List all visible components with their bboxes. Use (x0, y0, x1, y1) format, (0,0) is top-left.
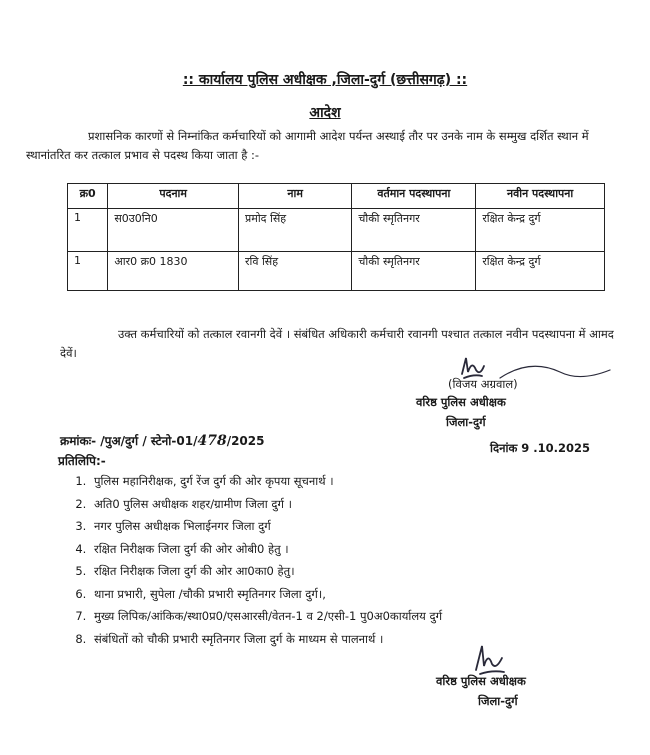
signatory-district: जिला-दुर्ग (446, 415, 486, 429)
copy-to-label: प्रतिलिपि:- (58, 454, 106, 468)
cell-serial: 1 (68, 252, 108, 291)
table-row (68, 209, 605, 252)
office-title: :: कार्यालय पुलिस अधीक्षक ,जिला-दुर्ग (छत्तीसगढ़) :: (182, 72, 468, 88)
list-item: 7. मुख्य लिपिक/आंकिक/स्था0प्र0/एसआरसी/वेतन-1 व 2/एसी-1 पु0अ0कार्यालय दुर्ग (90, 605, 650, 628)
col-header-current-posting: वर्तमान पदस्थापना (352, 184, 476, 209)
cell-name: रवि सिंह (239, 252, 352, 291)
copy-list (60, 470, 650, 650)
reference-year: /2025 (226, 434, 265, 448)
table-row (68, 252, 605, 291)
cell-new-posting: रक्षित केन्द्र दुर्ग (476, 209, 605, 252)
col-header-serial: क्र0 (68, 184, 108, 209)
list-item: 6. थाना प्रभारी, सुपेला /चौकी प्रभारी स्मृतिनगर जिला दुर्ग।, (90, 583, 650, 606)
cell-serial: 1 (68, 209, 108, 252)
list-item: 3. नगर पुलिस अधीक्षक भिलाईनगर जिला दुर्ग (90, 515, 650, 538)
list-item: 8. संबंधितों को चौकी प्रभारी स्मृतिनगर जिला दुर्ग के माध्यम से पालनार्थ । (90, 628, 650, 651)
reference-label: क्रमांकः- /पुअ/दुर्ग / स्टेनो-01/ (60, 434, 198, 448)
closing-paragraph: उक्त कर्मचारियों को तत्काल रवानगी देवें । संबंधित अधिकारी कर्मचारी रवानगी पश्चात तत्काल नवीन पदस्थापना में आमद देवें। (60, 327, 614, 360)
signatory2-title: वरिष्ठ पुलिस अधीक्षक (436, 674, 526, 688)
table-header-row (68, 184, 605, 209)
col-header-new-posting: नवीन पदस्थापना (476, 184, 605, 209)
cell-new-posting: रक्षित केन्द्र दुर्ग (476, 252, 605, 291)
cell-name: प्रमोद सिंह (239, 209, 352, 252)
list-item: 1. पुलिस महानिरीक्षक, दुर्ग रेंज दुर्ग की ओर कृपया सूचनार्थ । (90, 470, 650, 493)
col-header-name: नाम (239, 184, 352, 209)
list-item: 2. अति0 पुलिस अधीक्षक शहर/ग्रामीण जिला दुर्ग । (90, 493, 650, 516)
order-date: दिनांक 9 .10.2025 (490, 441, 591, 455)
order-heading: आदेश (309, 105, 341, 121)
signatory2-district: जिला-दुर्ग (478, 694, 518, 708)
cell-current-posting: चौकी स्मृतिनगर (352, 252, 476, 291)
signatory-name: (विजय अग्रवाल) (448, 377, 518, 391)
reference-number (60, 432, 264, 449)
cell-designation: स0उ0नि0 (108, 209, 239, 252)
list-item: 5. रक्षित निरीक्षक जिला दुर्ग की ओर आ0का0 हेतु। (90, 560, 650, 583)
list-item: 4. रक्षित निरीक्षक जिला दुर्ग की ओर ओबी0 हेतु । (90, 538, 650, 561)
cell-designation: आर0 क्र0 1830 (108, 252, 239, 291)
transfer-table (67, 183, 605, 291)
cell-current-posting: चौकी स्मृतिनगर (352, 209, 476, 252)
signatory-title: वरिष्ठ पुलिस अधीक्षक (416, 395, 506, 409)
reference-handwritten-number: 478 (197, 433, 227, 449)
intro-paragraph: प्रशासनिक कारणों से निम्नांकित कर्मचारियों को आगामी आदेश पर्यन्त अस्थाई तौर पर उनके नाम के सम्मुख दर्शित स्थान में स्थानांतरित कर तत्काल प्रभाव से पदस्थ किया जाता है :- (26, 129, 589, 162)
col-header-designation: पदनाम (108, 184, 239, 209)
